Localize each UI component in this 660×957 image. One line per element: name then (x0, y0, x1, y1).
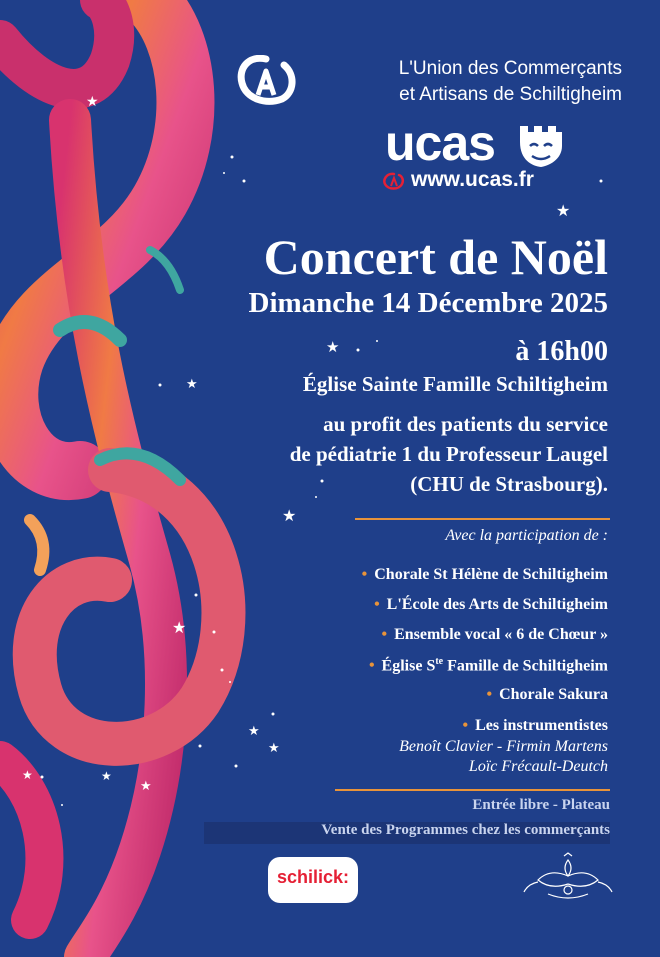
org-name-line2: et Artisans de Schiltigheim (399, 84, 622, 105)
participant-item: • L'École des Arts de Schiltigheim (374, 596, 608, 613)
event-time: à 16h00 (515, 336, 608, 367)
participant-label: Chorale Sakura (499, 686, 608, 703)
participation-heading: Avec la participation de : (445, 527, 608, 544)
participant-item: • Chorale St Hélène de Schiltigheim (361, 566, 608, 583)
sponsor-logo-text: schilick: (276, 867, 350, 887)
svg-text:★: ★ (186, 377, 198, 392)
decorative-ornament-icon (518, 852, 618, 902)
svg-text:★: ★ (101, 769, 112, 783)
ua-circle-logo-icon (236, 55, 296, 107)
svg-text:★: ★ (86, 94, 99, 110)
program-sales-info: Vente des Programmes chez les commerçants (321, 822, 610, 838)
participant-item: • Église $S^{te}$ Famille de Schiltigheim (368, 656, 608, 675)
participant-label-superscript: te (435, 656, 444, 667)
svg-text:★: ★ (140, 779, 152, 794)
beneficiary-line-3: (CHU de Strasbourg). (410, 472, 608, 496)
svg-text:★: ★ (268, 741, 280, 756)
event-date: Dimanche 14 Décembre 2025 (248, 287, 608, 319)
svg-text:★: ★ (172, 618, 187, 637)
beneficiary-line-2: de pédiatrie 1 du Professeur Laugel (289, 442, 608, 466)
svg-text:★: ★ (22, 768, 33, 782)
ucas-brand-logo: ucas (385, 115, 495, 171)
event-venue: Église Sainte Famille Schiltigheim (302, 372, 608, 396)
divider-top (355, 518, 610, 520)
website-link[interactable]: www.ucas.fr (411, 168, 534, 191)
musicians-line-2: Loïc Frécault-Deutch (468, 758, 608, 775)
svg-text:★: ★ (282, 506, 297, 525)
svg-text:★: ★ (248, 724, 260, 739)
participant-label: L'École des Arts de Schiltigheim (386, 596, 608, 613)
org-name-line1: L'Union des Commerçants (398, 58, 622, 79)
svg-text:★: ★ (556, 201, 571, 220)
participant-item: • Ensemble vocal « 6 de Chœur » (381, 626, 608, 643)
participant-label: Les instrumentistes (475, 717, 608, 734)
beneficiary-line-1: au profit des patients du service (323, 412, 608, 436)
participant-label-prefix: Église S (381, 657, 436, 675)
ua-small-logo-icon (383, 172, 405, 190)
musicians-line-1: Benoît Clavier - Firmin Martens (399, 738, 608, 755)
event-title: Concert de Noël (263, 229, 608, 285)
participant-label: Chorale St Hélène de Schiltigheim (374, 566, 608, 583)
participant-label-suffix: Famille de Schiltigheim (443, 657, 608, 675)
entry-info: Entrée libre - Plateau (472, 797, 610, 813)
divider-bottom (335, 789, 610, 791)
castle-crown-icon (518, 120, 564, 168)
svg-text:★: ★ (326, 338, 340, 356)
participant-item: • Les instrumentistes (462, 717, 608, 734)
schilick-sponsor-logo (268, 857, 358, 903)
participant-label: Ensemble vocal « 6 de Chœur » (394, 626, 608, 643)
participant-item: • Chorale Sakura (486, 686, 608, 703)
